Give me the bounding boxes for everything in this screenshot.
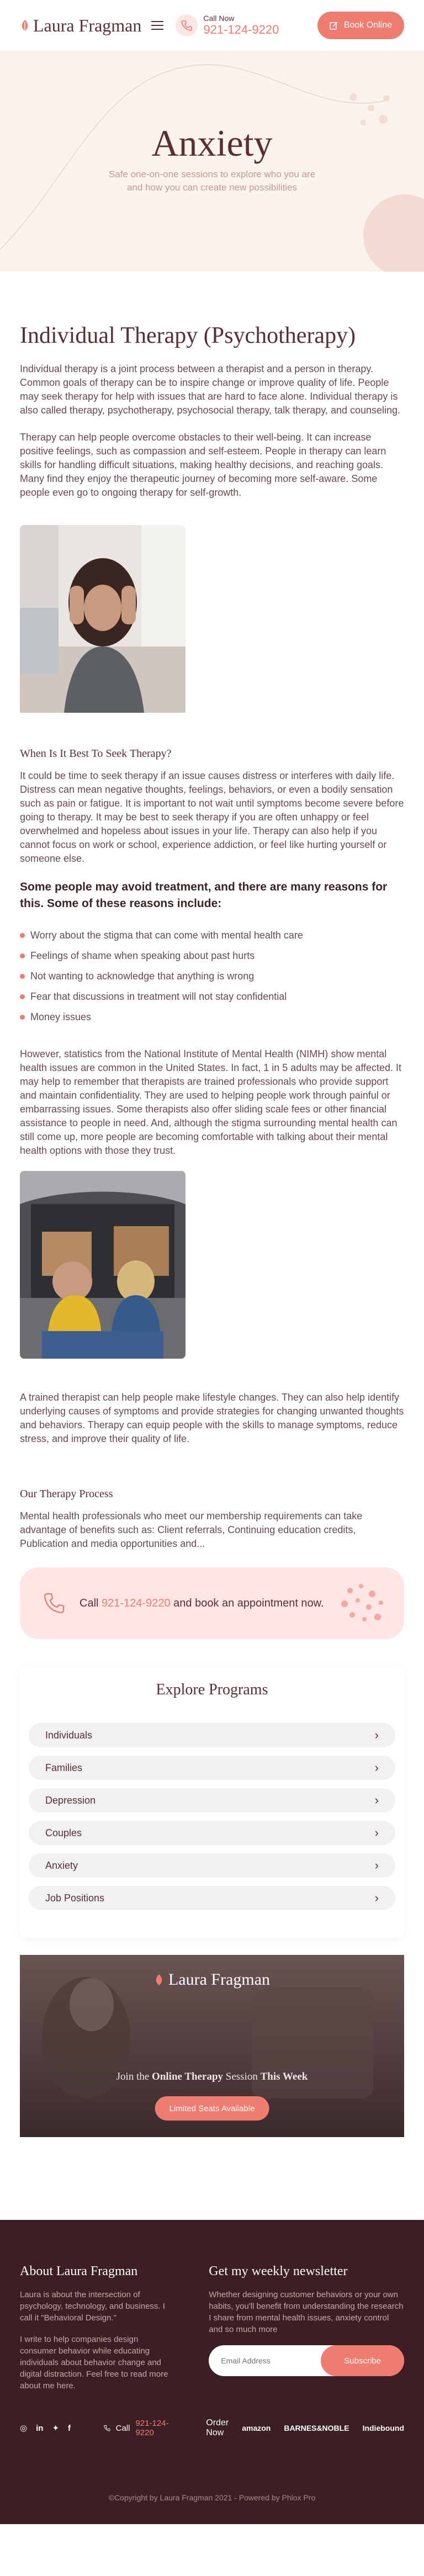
program-label: Families	[45, 1762, 83, 1773]
paragraph-process: Mental health professionals who meet our membership requirements can take advantage of benefits such as: Client referrals, Continuing education credits, Publication and media opportunities and...	[20, 1510, 363, 1549]
footer-newsletter	[209, 2264, 404, 2402]
logo-text: Laura Fragman	[33, 15, 142, 35]
reason-text: Feelings of shame when speaking about past hurts	[30, 950, 255, 961]
promo-text	[20, 2071, 404, 2083]
chevron-right-icon: ›	[374, 1858, 379, 1872]
reason-text: Worry about the stigma that can come with mental health care	[30, 930, 303, 941]
reason-text: Money issues	[30, 1011, 92, 1022]
promo-text-strong2: This Week	[260, 2071, 308, 2082]
edit-icon	[330, 21, 338, 30]
list-item	[20, 1007, 404, 1027]
facebook-icon[interactable]: f	[68, 2423, 71, 2433]
hero-subtitle-line1: Safe one-on-one sessions to explore who you are	[108, 169, 316, 179]
program-item-individuals[interactable]	[29, 1723, 395, 1747]
instagram-icon[interactable]: ◎	[20, 2424, 28, 2433]
phone-icon	[42, 1591, 66, 1615]
store-amazon[interactable]: amazon	[242, 2424, 271, 2432]
programs-title: Explore Programs	[156, 1681, 268, 1698]
subheading-when: When Is It Best To Seek Therapy?	[20, 748, 172, 760]
phone-icon	[104, 2424, 110, 2432]
page-title: Anxiety	[151, 122, 273, 164]
program-label: Depression	[45, 1794, 96, 1806]
social-links	[20, 2423, 71, 2433]
footer-about-text1: Laura is about the intersection of psychology, technology, and business. I call it "Behavioral Design."	[20, 2290, 165, 2323]
photo-stressed-woman	[20, 525, 186, 715]
phone-icon	[176, 14, 198, 36]
bullet-icon	[20, 994, 25, 999]
cta-text	[80, 1597, 324, 1610]
reason-text: Fear that discussions in treatment will not stay confidential	[30, 991, 287, 1002]
footer-about	[20, 2264, 176, 2402]
program-label: Job Positions	[45, 1892, 105, 1904]
footer-call-label: Call	[115, 2423, 130, 2433]
main-content	[0, 321, 424, 2137]
promo-text-mid: Session	[225, 2071, 258, 2082]
paragraph-when: It could be time to seek therapy if an issue causes distress or interferes with daily life. Distress can mean negative thoughts, feelings, behaviors, or even a bodily sensation such as pain or fatigue. It is important to not wait until symptoms become severe before going to therapy. It may be best to seek therapy if you are often unhappy or feel overwhelmed and hopeless about issues in your life. Therapy can also help if you cannot focus on work or school, experience addiction, or feel like hurting yourself or someone else.	[20, 770, 404, 864]
paragraph-trained-therapist: A trained therapist can help people make lifestyle changes. They can also help identify underlying causes of symptoms and provide strategies for changing unwanted thoughts and behaviors. Therapy can equip people with the skills to manage symptoms, reduce stress, and improve their quality of life.	[20, 1392, 404, 1444]
program-label: Anxiety	[45, 1859, 78, 1871]
paragraph-statistics: However, statistics from the National Institute of Mental Health (NIMH) show mental health issues are common in the United States. In fact, 1 in 5 adults may be affected. It may help to remember that therapists are trained professionals who provide support and maintain confidentiality. They are used to helping people work through painful or embarrassing issues. Some therapists also offer sliding scale fees or other financial assistance to people in need. And, although the stigma surrounding mental health can still come up, more people are becoming comfortable with talking about their mental health options with those they trust.	[20, 1048, 402, 1156]
program-label: Individuals	[45, 1729, 93, 1741]
section-title: Individual Therapy (Psychotherapy)	[20, 323, 356, 348]
cta-number[interactable]: 921-124-9220	[102, 1597, 171, 1609]
book-online-button[interactable]	[317, 12, 404, 39]
program-label: Couples	[45, 1827, 82, 1838]
program-item-families[interactable]	[29, 1756, 395, 1780]
program-item-couples[interactable]	[29, 1821, 395, 1845]
list-item	[20, 987, 404, 1007]
newsletter-text: Whether designing customer behaviors or your own habits, you'll benefit from understanding the research I share from mental health issues, anxiety control and so much more	[209, 2290, 404, 2334]
store-barnes-noble[interactable]: BARNES&NOBLE	[284, 2424, 349, 2432]
hero	[0, 51, 424, 272]
chevron-right-icon: ›	[374, 1793, 379, 1807]
store-indiebound[interactable]: Indiebound	[362, 2424, 404, 2432]
call-label: Call Now	[203, 14, 235, 23]
order-now	[206, 2418, 404, 2438]
leaf-icon	[154, 1974, 164, 1986]
lead-text: Some people may avoid treatment, and there are many reasons for this. Some of these reasons include:	[20, 881, 388, 910]
list-item	[20, 946, 404, 966]
footer-call-number[interactable]: 921-124-9220	[135, 2419, 169, 2437]
promo-logo-text: Laura Fragman	[168, 1970, 271, 1989]
bullet-icon	[20, 953, 25, 958]
site-header	[0, 0, 424, 51]
promo-logo	[20, 1970, 404, 1989]
hero-subtitle-line2: and how you can create new possibilities	[126, 182, 298, 193]
promo-text-strong1: Online Therapy	[152, 2071, 224, 2082]
call-number[interactable]: 921-124-9220	[203, 23, 279, 36]
list-item	[20, 925, 404, 946]
newsletter-form	[209, 2345, 404, 2376]
decorative-dots	[333, 1578, 389, 1628]
hero-subtitle	[0, 168, 424, 194]
email-input[interactable]	[221, 2356, 321, 2365]
footer-about-title: About Laura Fragman	[20, 2264, 138, 2278]
copyright: ©Copyright by Laura Fragman 2021 - Powered by Phlox Pro	[108, 2493, 316, 2502]
reason-text: Not wanting to acknowledge that anything is wrong	[30, 971, 255, 982]
call-to-action-banner[interactable]	[20, 1567, 404, 1639]
bullet-icon	[20, 933, 25, 938]
twitter-icon[interactable]: ✦	[52, 2424, 60, 2433]
site-logo[interactable]	[20, 15, 141, 36]
bullet-icon	[20, 1015, 25, 1020]
menu-icon[interactable]	[151, 21, 163, 30]
chevron-right-icon: ›	[374, 1891, 379, 1905]
footer-call[interactable]	[104, 2419, 173, 2437]
photo-couple-moving	[20, 1171, 186, 1359]
linkedin-icon[interactable]: in	[36, 2423, 44, 2433]
order-now-label: Order Now	[206, 2418, 229, 2437]
site-footer	[0, 2220, 424, 2524]
program-item-job-positions[interactable]	[29, 1886, 395, 1910]
list-item	[20, 966, 404, 987]
footer-about-text2: I write to help companies design consumer behavior while educating individuals about behavior change and digital distraction. Feel free to read more about me here.	[20, 2335, 168, 2391]
book-online-label: Book Online	[343, 20, 392, 30]
newsletter-title: Get my weekly newsletter	[209, 2264, 348, 2278]
program-item-depression[interactable]	[29, 1788, 395, 1812]
paragraph-benefits: Therapy can help people overcome obstacles to their well-being. It can increase positive feelings, such as compassion and self-esteem. People in therapy can learn skills for handling difficult situations, making healthy decisions, and reaching goals. Many find they enjoy the therapeutic journey of becoming more self-aware. Some people even go to ongoing therapy for self-growth.	[20, 432, 386, 498]
explore-programs	[20, 1667, 404, 1938]
limited-seats-button[interactable]: Limited Seats Available	[155, 2096, 269, 2121]
promo-text-prefix: Join the	[116, 2071, 150, 2082]
paragraph-intro: Individual therapy is a joint process between a therapist and a person in therapy. Common goals of therapy can be to inspire change or improve quality of life. People may seek therapy for help with issues that are hard to face alone. Individual therapy is also called therapy, psychotherapy, psychosocial therapy, talk therapy, and counseling.	[20, 363, 401, 416]
cta-prefix: Call	[80, 1597, 99, 1609]
bullet-icon	[20, 974, 25, 979]
chevron-right-icon: ›	[374, 1728, 379, 1742]
online-session-promo	[20, 1955, 404, 2137]
program-item-anxiety[interactable]	[29, 1853, 395, 1878]
reasons-list	[20, 925, 404, 1027]
subheading-process: Our Therapy Process	[20, 1488, 113, 1500]
header-call[interactable]	[176, 14, 279, 37]
leaf-icon	[20, 19, 30, 31]
subscribe-button[interactable]: Subscribe	[321, 2345, 404, 2376]
chevron-right-icon: ›	[374, 1826, 379, 1840]
cta-suffix: and book an appointment now.	[173, 1597, 324, 1609]
chevron-right-icon: ›	[374, 1761, 379, 1774]
